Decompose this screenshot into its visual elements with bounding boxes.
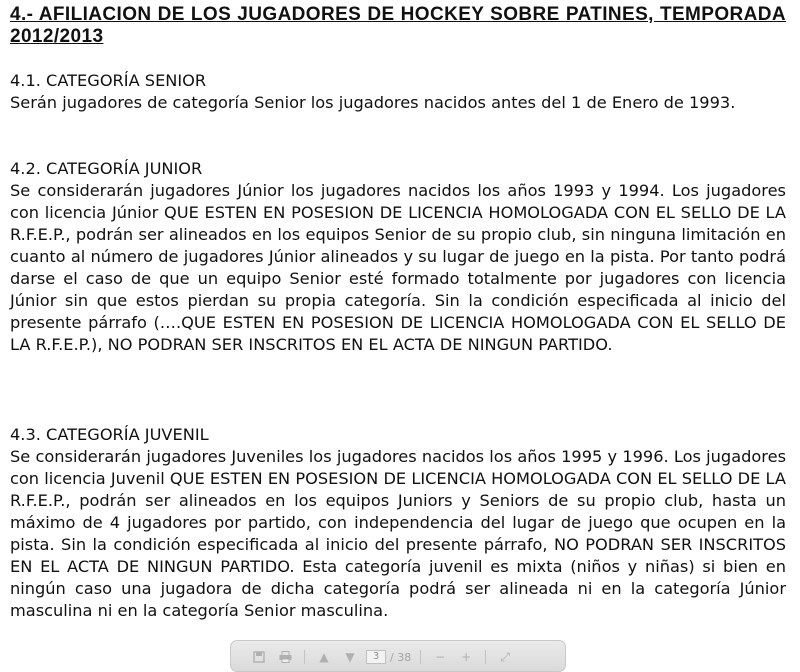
fullscreen-icon[interactable]: ⤢	[500, 649, 510, 664]
page-indicator	[366, 650, 411, 664]
section-senior	[10, 70, 786, 114]
zoom-out-icon[interactable]: −	[435, 650, 446, 664]
section-heading: 4.1. CATEGORÍA SENIOR	[10, 71, 207, 90]
section-body: Se considerarán jugadores Juveniles los jugadores nacidos los años 1995 y 1996. Los jugadores con licencia Juvenil QUE ESTEN EN POSESION DE LICENCIA HOMOLOGADA CON EL SELLO DE LA R.F.E.P., podrán ser alineados en los equipos Juniors y Seniors de su propio club, hasta un máximo de 4 jugadores por partido, con independencia del lugar de juego que ocupen en la pista. Sin la condición especificada al inicio del presente párrafo, NO PODRAN SER INSCRITOS EN EL ACTA DE NINGUN PARTIDO. Esta categoría juvenil es mixta (niños y niñas) si bien en ningún caso una jugadora de dicha categoría podrá ser alineada ni en la categoría Júnior masculina ni en la categoría Senior masculina.	[10, 447, 786, 620]
save-icon[interactable]	[249, 650, 269, 664]
document-page	[10, 0, 786, 620]
prev-page-icon[interactable]: ▲	[319, 650, 329, 664]
toolbar-divider	[420, 650, 421, 664]
toolbar-divider	[485, 650, 486, 664]
section-body: Se considerarán jugadores Júnior los jugadores nacidos los años 1993 y 1994. Los jugadores con licencia Júnior QUE ESTEN EN POSESION DE LICENCIA HOMOLOGADA CON EL SELLO DE LA R.F.E.P., podrán ser alineados en los equipos Senior de su propio club, sin ninguna limitación en cuanto al número de jugadores Júnior alineados y su lugar de juego en la pista. Por tanto podrá darse el caso de que un equipo Senior esté formado totalmente por jugadores con licencia Júnior sin que estos pierdan su propia categoría. Sin la condición especificada al inicio del presente párrafo (….QUE ESTEN EN POSESION DE LICENCIA HOMOLOGADA CON EL SELLO DE LA R.F.E.P.), NO PODRAN SER INSCRITOS EN EL ACTA DE NINGUN PARTIDO.	[10, 181, 786, 354]
zoom-in-icon[interactable]: +	[461, 650, 472, 664]
document-title: 4.- AFILIACION DE LOS JUGADORES DE HOCKEY SOBRE PATINES, TEMPORADA 2012/2013	[10, 4, 786, 47]
page-number-input[interactable]: 3	[366, 650, 386, 664]
next-page-icon[interactable]: ▼	[345, 650, 355, 664]
section-body: Serán jugadores de categoría Senior los jugadores nacidos antes del 1 de Enero de 1993.	[10, 93, 736, 112]
toolbar-divider	[304, 650, 305, 664]
pdf-viewer-toolbar	[230, 640, 566, 672]
page-total: / 38	[390, 650, 412, 664]
section-heading: 4.2. CATEGORÍA JUNIOR	[10, 159, 203, 178]
section-heading: 4.3. CATEGORÍA JUVENIL	[10, 425, 209, 444]
print-icon[interactable]	[275, 650, 295, 664]
section-juvenil	[10, 424, 786, 622]
section-junior	[10, 158, 786, 356]
